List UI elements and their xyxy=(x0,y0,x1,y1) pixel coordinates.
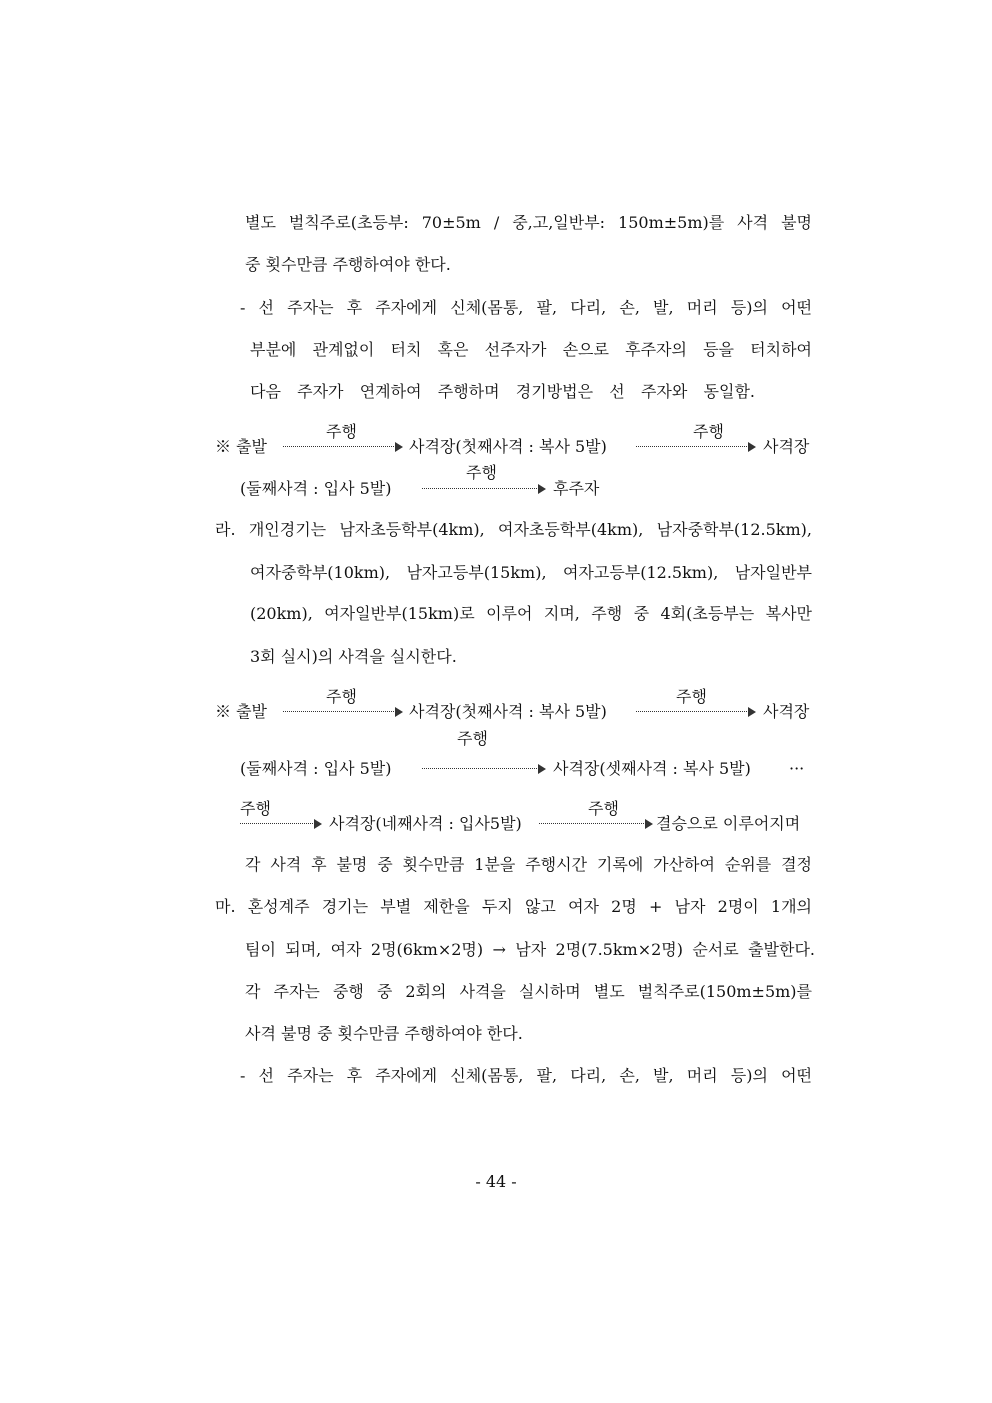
flow-run-label: 주행 xyxy=(457,729,488,748)
flow-range-3: 사격장(셋째사격 : 복사 5발) xyxy=(553,759,751,778)
flow-start: ※ 출발 xyxy=(215,437,267,456)
flow-run-label: 주행 xyxy=(588,799,619,818)
flow-run-label: 주행 xyxy=(326,687,357,706)
dotted-arrow-icon xyxy=(422,484,546,494)
text-line: 각 사격 후 불명 중 횟수만큼 1분을 주행시간 기록에 가산하여 순위를 결정 xyxy=(245,855,812,874)
text-line: 여자중학부(10km), 남자고등부(15km), 여자고등부(12.5km), 남자일반부 xyxy=(250,563,812,582)
flow-range-2: (둘째사격 : 입사 5발) xyxy=(240,759,392,778)
text-line: 마. 혼성계주 경기는 부별 제한을 두지 않고 여자 2명 + 남자 2명이 1개의 xyxy=(215,897,812,916)
text-line: 중 횟수만큼 주행하여야 한다. xyxy=(245,255,451,274)
flow-run-label: 주행 xyxy=(466,463,497,482)
flow-finish: 결승으로 이루어지며 xyxy=(656,814,801,833)
flow-start: ※ 출발 xyxy=(215,702,267,721)
flow-range-2: (둘째사격 : 입사 5발) xyxy=(240,479,392,498)
text-line: 다음 주자가 연계하여 주행하며 경기방법은 선 주자와 동일함. xyxy=(250,382,755,401)
text-line: - 선 주자는 후 주자에게 신체(몸통, 팔, 다리, 손, 발, 머리 등)의 어떤 xyxy=(240,1066,812,1085)
flow-range-4: 사격장(네째사격 : 입사5발) xyxy=(329,814,522,833)
flow-continuation: ··· xyxy=(789,759,805,778)
dotted-arrow-icon xyxy=(240,819,322,829)
text-line: - 선 주자는 후 주자에게 신체(몸통, 팔, 다리, 손, 발, 머리 등)의 어떤 xyxy=(240,298,812,317)
dotted-arrow-icon xyxy=(283,442,403,452)
dotted-arrow-icon xyxy=(283,707,403,717)
flow-range-1: 사격장(첫째사격 : 복사 5발) xyxy=(409,437,607,456)
text-line: 사격 불명 중 횟수만큼 주행하여야 한다. xyxy=(245,1024,523,1043)
dotted-arrow-icon xyxy=(636,442,756,452)
text-line: 3회 실시)의 사격을 실시한다. xyxy=(250,647,457,666)
text-line: 각 주자는 중행 중 2회의 사격을 실시하며 별도 벌칙주로(150m±5m)를 xyxy=(245,982,812,1001)
flow-run-label: 주행 xyxy=(240,799,271,818)
flow-run-label: 주행 xyxy=(693,422,724,441)
text-line: 부분에 관계없이 터치 혹은 선주자가 손으로 후주자의 등을 터치하여 xyxy=(250,340,812,359)
flow-next-runner: 후주자 xyxy=(553,479,600,498)
flow-range: 사격장 xyxy=(763,437,810,456)
text-line: (20km), 여자일반부(15km)로 이루어 지며, 주행 중 4회(초등부는 복사만 xyxy=(250,604,812,623)
text-line: 팀이 되며, 여자 2명(6km×2명) → 남자 2명(7.5km×2명) 순서로 출발한다. xyxy=(245,940,815,959)
flow-run-label: 주행 xyxy=(326,422,357,441)
dotted-arrow-icon xyxy=(636,707,756,717)
flow-range-1: 사격장(첫째사격 : 복사 5발) xyxy=(409,702,607,721)
page-number: - 44 - xyxy=(475,1172,517,1191)
dotted-arrow-icon xyxy=(422,764,546,774)
flow-range: 사격장 xyxy=(763,702,810,721)
text-line: 라. 개인경기는 남자초등학부(4km), 여자초등학부(4km), 남자중학부(12.5km), xyxy=(215,520,812,539)
flow-run-label: 주행 xyxy=(676,687,707,706)
dotted-arrow-icon xyxy=(539,819,653,829)
text-line: 별도 벌칙주로(초등부: 70±5m / 중,고,일반부: 150m±5m)를 사격 불명 xyxy=(245,213,812,232)
